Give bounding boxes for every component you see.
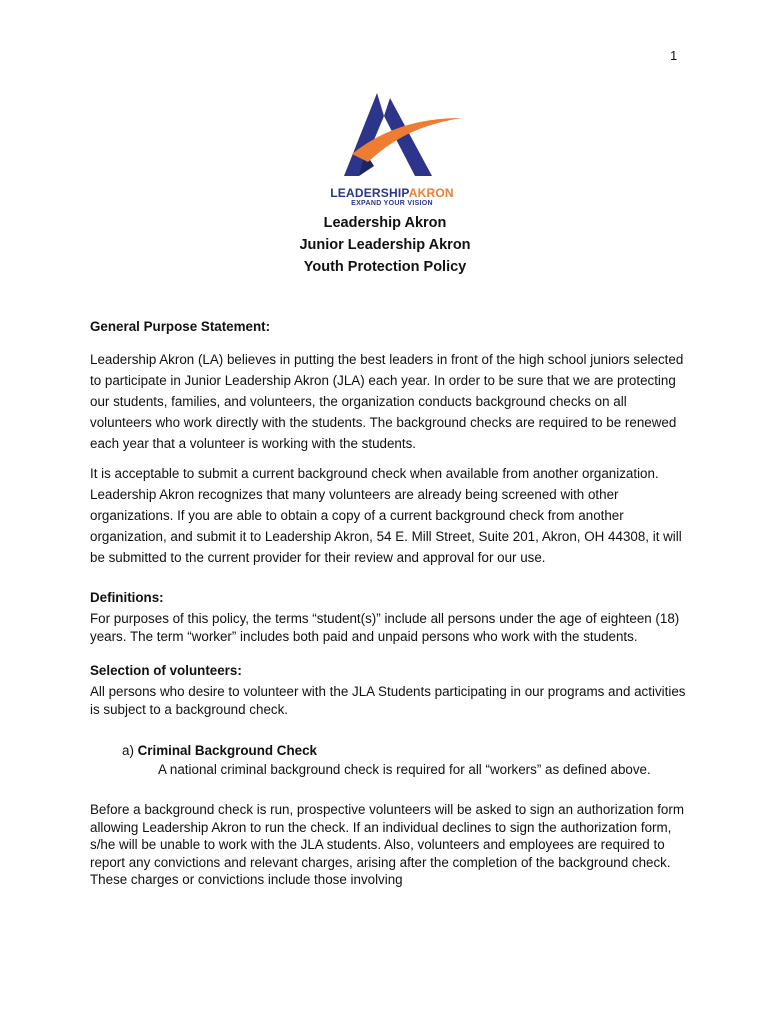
logo-wordmark-akron: AKRON [408, 186, 454, 200]
definitions-paragraph: For purposes of this policy, the terms “student(s)” include all persons under the age of eighteen (18) years. The term “worker” includes both paid and unpaid persons who work with the students. [90, 611, 680, 644]
definitions-heading: Definitions: [90, 590, 164, 605]
document-title [0, 212, 770, 278]
selection-heading: Selection of volunteers: [90, 663, 242, 678]
general-purpose-paragraph-2: It is acceptable to submit a current background check when available from another organization. Leadership Akron recognizes that many volunteers are already being screened with other organizations. If you are able to obtain a copy of a current background check from another organization, and submit it to Leadership Akron, 54 E. Mill Street, Suite 201, Akron, OH 44308, it will be submitted to the current provider for their review and approval for our use. [90, 466, 682, 565]
general-purpose-paragraph-1: Leadership Akron (LA) believes in putting the best leaders in front of the high school juniors selected to participate in Junior Leadership Akron (JLA) each year. In order to be sure that we are protecting our students, families, and volunteers, the organization conducts background checks on all volunteers who work directly with the students. The background checks are required to be renewed each year that a volunteer is working with the students. [90, 352, 684, 451]
leadership-akron-logo [312, 88, 472, 214]
title-line-1: Leadership Akron [323, 215, 447, 231]
logo-wordmark [312, 186, 472, 200]
general-purpose-heading: General Purpose Statement: [90, 319, 271, 334]
list-item-a-description: A national criminal background check is required for all “workers” as defined above. [158, 762, 651, 777]
triangle-swoosh-icon [312, 88, 472, 184]
list-item-a-label: Criminal Background Check [137, 743, 317, 758]
document-body [90, 318, 690, 889]
list-item-a [122, 741, 690, 760]
list-item-a-prefix: a) [122, 743, 138, 758]
title-line-3: Youth Protection Policy [303, 259, 467, 275]
logo-wordmark-leadership: LEADERSHIP [330, 186, 409, 200]
selection-paragraph: All persons who desire to volunteer with the JLA Students participating in our programs and activities is subject to a background check. [90, 684, 686, 717]
title-line-2: Junior Leadership Akron [299, 237, 471, 253]
logo-tagline: EXPAND YOUR VISION [351, 200, 433, 207]
page-number: 1 [670, 48, 678, 63]
background-check-paragraph: Before a background check is run, prospective volunteers will be asked to sign an authorization form allowing Leadership Akron to run the check. If an individual declines to sign the authorization form, s/he will be unable to work with the JLA students. Also, volunteers and employees are required to report any convictions and relevant charges, arising after the completion of the background check. These charges or convictions include those involving [90, 802, 684, 887]
